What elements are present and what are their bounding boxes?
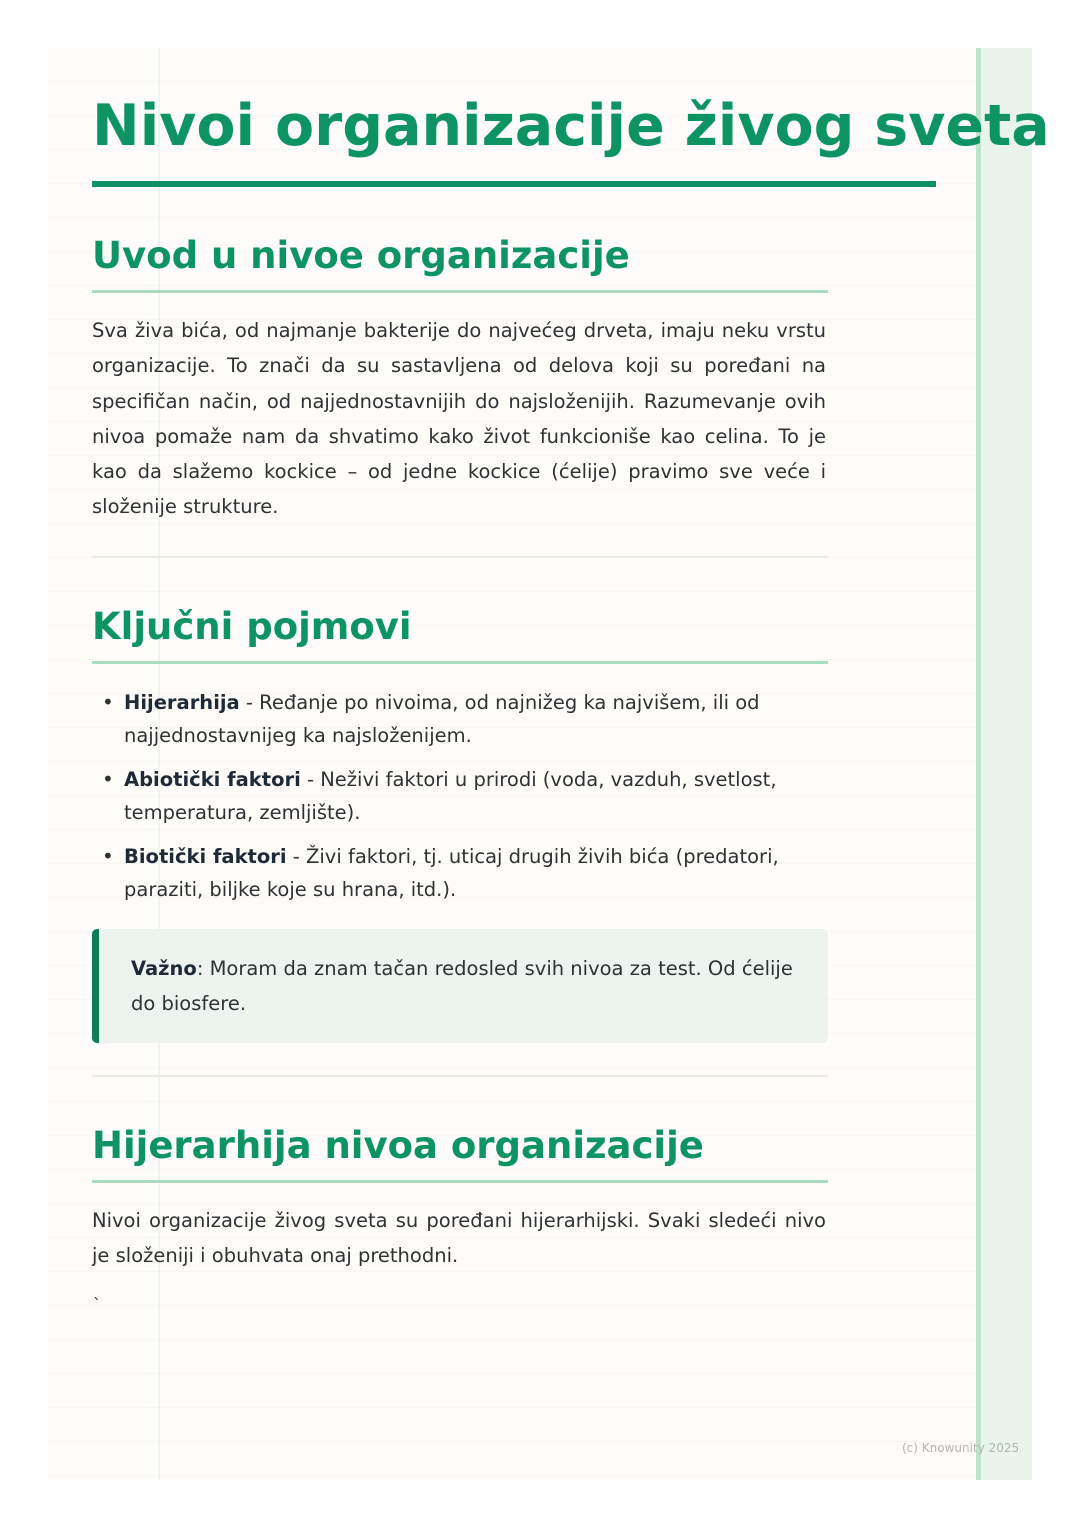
intro-paragraph: Sva živa bića, od najmanje bakterije do najvećeg drveta, imaju neku vrstu organizacije. To znači da su sastavljena od delova koji su poređani na specifičan način, od najjednostavnijih do najsloženijih. Razumevanje ovih nivoa pomaže nam da shvatimo kako život funkcioniše kao celina. To je kao da slažemo kockice – od jedne kockice (ćelije) pravimo sve veće i složenije strukture. [92, 319, 826, 519]
stray-mark: ` [93, 1295, 101, 1314]
section-divider [92, 1075, 828, 1077]
page-title: Nivoi organizacije živog sveta [92, 93, 1050, 159]
title-underline [92, 181, 936, 187]
section-divider [92, 556, 828, 558]
copyright-footer: (c) Knowunity 2025 [902, 1441, 1020, 1455]
bullet-icon: • [102, 767, 114, 791]
key-term: Hijerarhija [124, 691, 240, 714]
key-term-definition: - Neživi faktori u prirodi (voda, vazduh, svetlost, temperatura, zemljište). [124, 768, 777, 824]
right-edge-strip-border [976, 48, 981, 1480]
list-item [92, 840, 828, 906]
section-heading-hierarchy-underline [92, 1180, 828, 1183]
key-term: Abiotički faktori [124, 768, 301, 791]
right-edge-strip [976, 48, 1032, 1480]
section-heading-key-terms: Ključni pojmovi [92, 605, 412, 648]
callout-label: Važno [131, 957, 197, 980]
list-item [92, 763, 828, 829]
callout-body: : Moram da znam tačan redosled svih nivoa za test. Od ćelije do biosfere. [131, 957, 793, 1015]
important-callout [92, 929, 828, 1043]
section-heading-intro: Uvod u nivoe organizacije [92, 234, 630, 277]
section-heading-hierarchy: Hijerarhija nivoa organizacije [92, 1124, 704, 1167]
bullet-icon: • [102, 690, 114, 714]
section-heading-key-terms-underline [92, 661, 828, 664]
section-heading-intro-underline [92, 290, 828, 293]
key-term-definition: - Ređanje po nivoima, od najnižeg ka najvišem, ili od najjednostavnijeg ka najsloženijem. [124, 691, 760, 747]
callout-text [131, 951, 811, 1021]
list-item [92, 686, 828, 752]
key-term: Biotički faktori [124, 845, 287, 868]
key-term-definition: - Živi faktori, tj. uticaj drugih živih bića (predatori, paraziti, biljke koje su hrana, itd.). [124, 845, 779, 901]
key-terms-list [92, 686, 828, 917]
callout-accent-bar [92, 929, 99, 1043]
hierarchy-paragraph: Nivoi organizacije živog sveta su poređani hijerarhijski. Svaki sledeći nivo je složeniji i obuhvata onaj prethodni. [92, 1209, 826, 1268]
bullet-icon: • [102, 844, 114, 868]
